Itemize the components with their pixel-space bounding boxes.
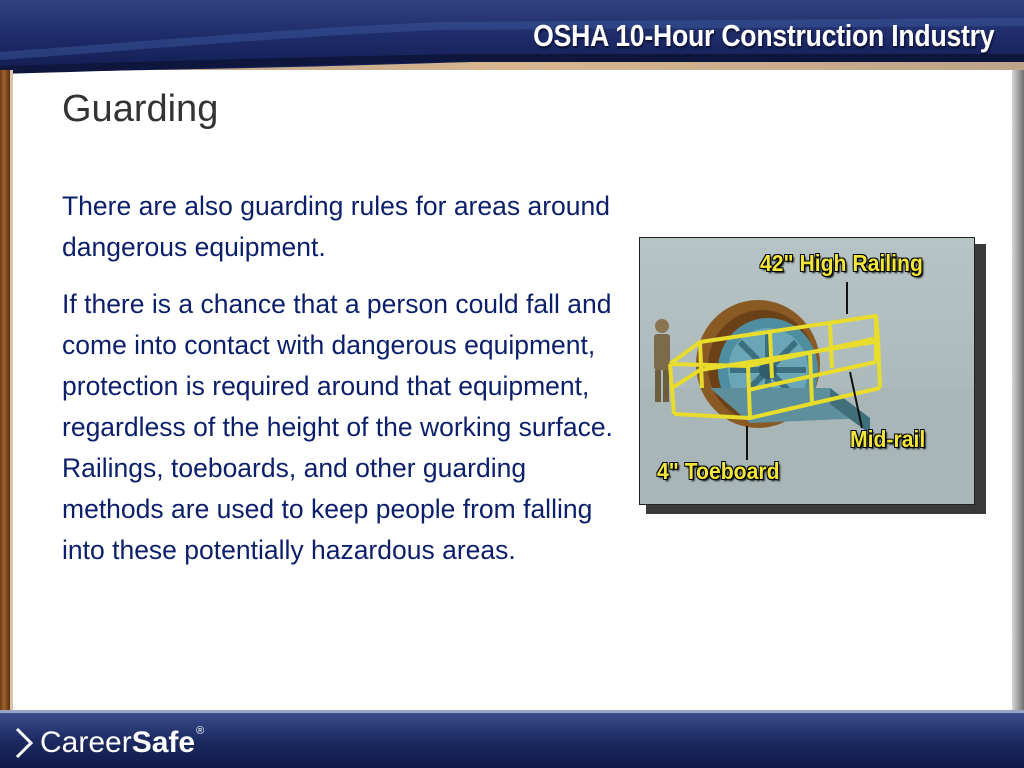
footer-bar: [0, 710, 1024, 768]
paragraph-intro: There are also guarding rules for areas around dangerous equipment.: [62, 191, 618, 262]
label-mid-rail: Mid-rail: [850, 426, 926, 452]
chevron-right-icon: [14, 725, 36, 761]
careersafe-logo: [14, 723, 204, 763]
guarding-illustration: [639, 237, 975, 505]
frame-left-inner: [10, 70, 13, 710]
frame-left: [0, 70, 10, 710]
frame-right: [1012, 70, 1024, 710]
logo-safe-text: Safe: [131, 726, 196, 759]
header-banner: [0, 0, 1024, 80]
paragraph-details: If there is a chance that a person could fall and come into contact with dangerous equipment, protection is required around that equipment, regardless of the height of the working surface. Railings, toeboards, and other guarding methods are used to keep people from falling into these potentially hazardous areas.: [62, 289, 628, 565]
body-text: [62, 186, 628, 587]
label-toeboard: 4" Toeboard: [657, 458, 780, 484]
course-title: OSHA 10-Hour Construction Industry: [532, 18, 994, 53]
logo-career-text: Career: [40, 726, 132, 759]
slide-title: Guarding: [62, 88, 219, 130]
label-high-railing: 42" High Railing: [760, 250, 923, 276]
registered-mark: ®: [196, 725, 205, 737]
